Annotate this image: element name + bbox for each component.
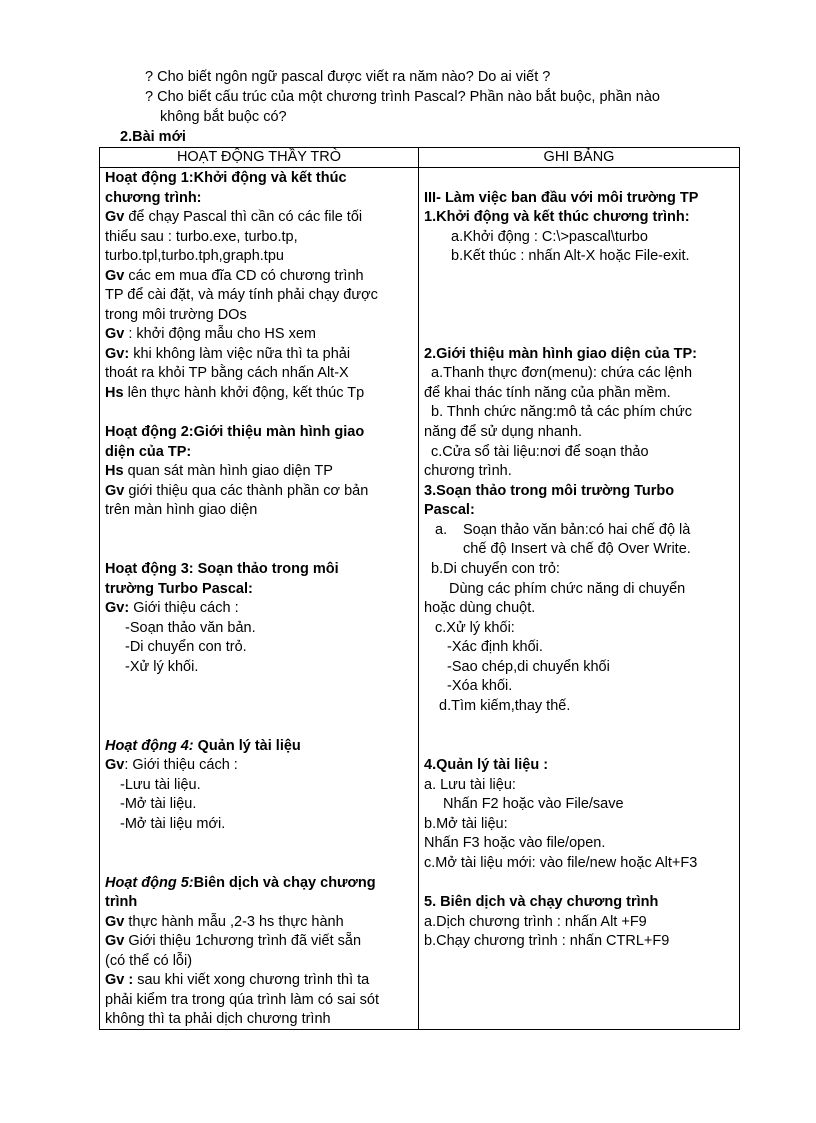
text-line: Gv: Giới thiệu cách : (105, 757, 238, 773)
board-line: Nhấn F3 hoặc vào file/open. (424, 835, 606, 851)
text-line: turbo.tpl,turbo.tph,graph.tpu (105, 248, 284, 264)
text-line: thoát ra khỏi TP bằng cách nhấn Alt-X (105, 365, 349, 381)
board-heading: 4.Quản lý tài liệu : (424, 757, 549, 773)
text-line: Gv giới thiệu qua các thành phần cơ bản (105, 483, 369, 499)
board-line: chương trình. (424, 463, 512, 479)
intro-question-2: ? Cho biết cấu trúc của một chương trình Pascal? Phần nào bắt buộc, phần nào (145, 89, 660, 105)
text-line: (có thể có lỗi) (105, 953, 193, 969)
text-line: Gv : khởi động mẫu cho HS xem (105, 326, 316, 342)
text-line: thiểu sau : turbo.exe, turbo.tp, (105, 229, 298, 245)
board-line: c.Cửa sổ tài liệu:nơi để soạn thảo (431, 444, 649, 460)
section-title: 2.Bài mới (120, 129, 186, 145)
board-line: b.Mở tài liệu: (424, 816, 508, 832)
board-heading: 2.Giới thiệu màn hình giao diện của TP: (424, 346, 697, 362)
board-line: -Sao chép,di chuyển khối (447, 659, 610, 675)
text-line: trên màn hình giao diện (105, 502, 258, 518)
board-line: d.Tìm kiếm,thay thế. (439, 698, 571, 714)
board-heading: 5. Biên dịch và chạy chương trình (424, 894, 659, 910)
board-line: Soạn thảo văn bản:có hai chế độ là (463, 522, 691, 538)
activity-1-title: Hoạt động 1:Khởi động và kết thúc (105, 170, 347, 186)
board-line: hoặc dùng chuột. (424, 600, 536, 616)
text-line: Gv : sau khi viết xong chương trình thì ta (105, 972, 370, 988)
text-line: -Soạn thảo văn bản. (125, 620, 256, 636)
header-activities: HOẠT ĐỘNG THẦY TRÒ (100, 148, 419, 168)
text-line: Hs quan sát màn hình giao diện TP (105, 463, 333, 479)
activities-column (100, 168, 419, 1030)
board-line: a.Thanh thực đơn(menu): chứa các lệnh (431, 365, 693, 381)
text-line: Gv các em mua đĩa CD có chương trình (105, 268, 364, 284)
text-line: trong môi trường DOs (105, 307, 247, 323)
board-line: năng để sử dụng nhanh. (424, 424, 583, 440)
intro-question-1: ? Cho biết ngôn ngữ pascal được viết ra năm nào? Do ai viết ? (145, 69, 551, 85)
header-board: GHI BẢNG (419, 148, 740, 168)
activity-3-title-2: trường Turbo Pascal: (105, 581, 253, 597)
board-line: b.Di chuyển con trỏ: (431, 561, 560, 577)
board-line: c.Xử lý khối: (435, 620, 515, 636)
activity-2-title: Hoạt động 2:Giới thiệu màn hình giao (105, 424, 365, 440)
board-heading: 3.Soạn thảo trong môi trường Turbo (424, 483, 675, 499)
activity-5-title-2: trình (105, 894, 138, 910)
board-line: -Xóa khối. (447, 678, 513, 694)
intro-question-2-cont: không bắt buộc có? (160, 109, 287, 125)
board-line: c.Mở tài liệu mới: vào file/new hoặc Alt+F3 (424, 855, 698, 871)
activity-5-title: Hoạt động 5:Biên dịch và chạy chương (105, 875, 376, 891)
text-line: -Mở tài liệu. (120, 796, 197, 812)
text-line: Gv thực hành mẫu ,2-3 hs thực hành (105, 914, 344, 930)
board-line: Dùng các phím chức năng di chuyển (449, 581, 686, 597)
text-line: Gv: Giới thiệu cách : (105, 600, 239, 616)
board-line: chế độ Insert và chế độ Over Write. (463, 541, 691, 557)
text-line: Gv Giới thiệu 1chương trình đã viết sẵn (105, 933, 362, 949)
text-line: Gv để chạy Pascal thì cần có các file tối (105, 209, 363, 225)
text-line: Hs lên thực hành khởi động, kết thúc Tp (105, 385, 365, 401)
text-line: -Xử lý khối. (125, 659, 199, 675)
board-line: a. Lưu tài liệu: (424, 777, 516, 793)
text-line: -Lưu tài liệu. (120, 777, 201, 793)
lesson-table (99, 147, 740, 1030)
board-column (419, 168, 740, 1030)
activity-2-title-2: diện của TP: (105, 444, 192, 460)
activity-4-title: Hoạt động 4: Quản lý tài liệu (105, 738, 301, 754)
board-line: a.Dịch chương trình : nhấn Alt +F9 (424, 914, 647, 930)
board-heading: Pascal: (424, 502, 475, 518)
board-line: b. Thnh chức năng:mô tả các phím chức (431, 404, 692, 420)
activity-1-title-2: chương trình: (105, 190, 202, 206)
board-line: b.Chạy chương trình : nhấn CTRL+F9 (424, 933, 670, 949)
board-line-marker: a. (435, 522, 448, 538)
board-line: Nhấn F2 hoặc vào File/save (443, 796, 624, 812)
board-line: -Xác định khối. (447, 639, 543, 655)
board-line: b.Kết thúc : nhấn Alt-X hoặc File-exit. (451, 248, 690, 264)
text-line: TP để cài đặt, và máy tính phải chạy được (105, 287, 378, 303)
board-heading: III- Làm việc ban đầu với môi trường TP (424, 190, 699, 206)
text-line: Gv: khi không làm việc nữa thì ta phải (105, 346, 351, 362)
text-line: -Di chuyển con trỏ. (125, 639, 247, 655)
activity-3-title: Hoạt động 3: Soạn thảo trong môi (105, 561, 339, 577)
board-line: để khai thác tính năng của phần mềm. (424, 385, 671, 401)
text-line: không thì ta phải dịch chương trình (105, 1011, 331, 1027)
board-heading: 1.Khởi động và kết thúc chương trình: (424, 209, 690, 225)
text-line: -Mở tài liệu mới. (120, 816, 226, 832)
text-line: phải kiểm tra trong qúa trình làm có sai sót (105, 992, 380, 1008)
board-line: a.Khởi động : C:\>pascal\turbo (451, 229, 648, 245)
